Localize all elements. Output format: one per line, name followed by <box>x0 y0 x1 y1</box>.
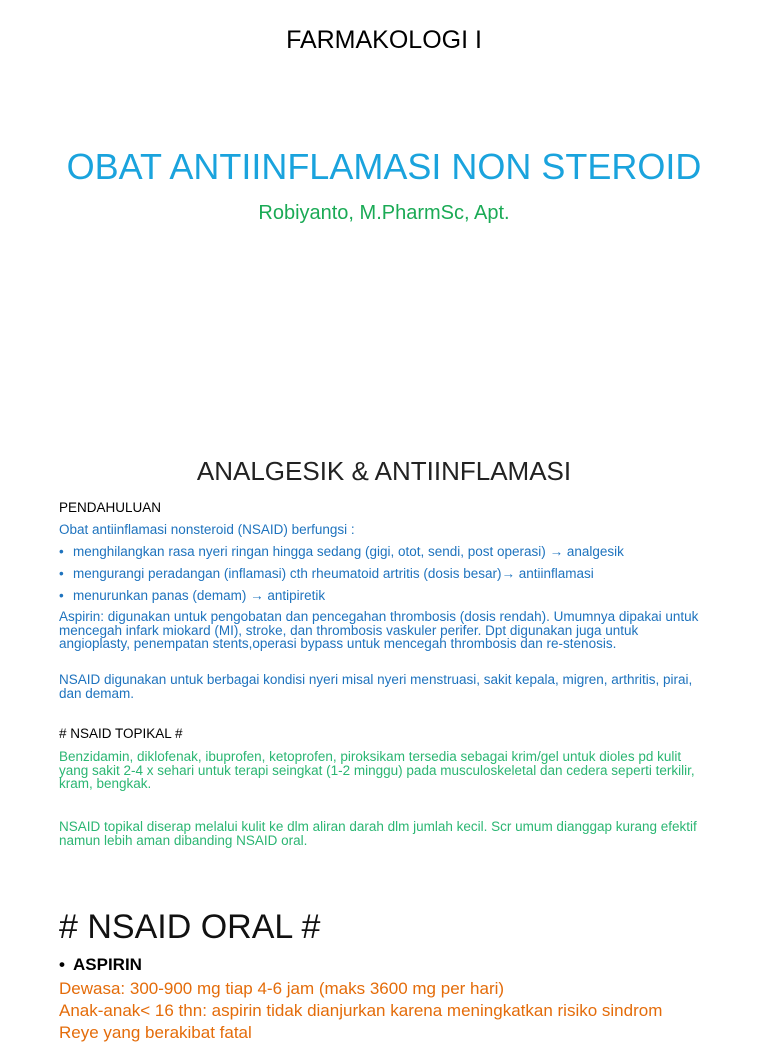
bullet-dot-icon: • <box>59 544 64 559</box>
bullet-text: mengurangi peradangan (inflamasi) cth rheumatoid artritis (dosis besar) <box>73 566 502 581</box>
bullet-result: antipiretik <box>267 588 326 603</box>
bullet-dot-icon: • <box>59 588 64 603</box>
topikal-heading: # NSAID TOPIKAL # <box>59 726 183 741</box>
nsaid-uses-paragraph: NSAID digunakan untuk berbagai kondisi nyeri misal nyeri menstruasi, sakit kepala, migren, arthritis, pirai, dan demam. <box>59 672 693 701</box>
right-arrow-icon: → <box>501 566 515 581</box>
bullet-result: antiinflamasi <box>518 566 594 581</box>
aspirin-bullet <box>59 955 142 975</box>
author-name: Robiyanto, M.PharmSc, Apt. <box>258 202 510 224</box>
aspirin-paragraph: Aspirin: digunakan untuk pengobatan dan pencegahan thrombosis (dosis rendah). Umumnya dipakai untuk mencegah infark miokard (MI), stroke, dan thrombosis vaskuler perifer. Dpt digunakan juga untuk angioplasty, penempatan stents,operasi bypass untuk mencegah thrombosis dan re-stenosis. <box>59 609 699 652</box>
dose-adult: Dewasa: 300-900 mg tiap 4-6 jam (maks 3600 mg per hari) <box>59 979 505 998</box>
bullet-text: menurunkan panas (demam) <box>73 588 247 603</box>
topikal-paragraph: Benzidamin, diklofenak, ibuprofen, ketoprofen, piroksikam tersedia sebagai krim/gel untuk dioles pd kulit yang sakit 2-4 x sehari untuk terapi seingkat (1-2 minggu) pada musculoskeletal dan cedera seperti terkilir, kram, bengkak. <box>59 749 695 792</box>
intro-heading: PENDAHULUAN <box>59 500 162 515</box>
section-title: ANALGESIK & ANTIINFLAMASI <box>196 456 572 486</box>
function-bullet <box>59 567 594 581</box>
main-title: OBAT ANTIINFLAMASI NON STEROID <box>66 146 702 187</box>
oral-heading: # NSAID ORAL # <box>59 908 321 946</box>
right-arrow-icon: → <box>250 588 264 603</box>
bullet-text: menghilangkan rasa nyeri ringan hingga sedang (gigi, otot, sendi, post operasi) <box>73 544 546 559</box>
bullet-dot-icon: • <box>59 566 64 581</box>
dose-child-continued: Reye yang berakibat fatal <box>59 1023 252 1042</box>
bullet-dot-icon: • <box>59 955 65 974</box>
function-bullet <box>59 545 624 559</box>
dose-child: Anak-anak< 16 thn: aspirin tidak dianjurkan karena meningkatkan risiko sindrom <box>59 1001 663 1020</box>
function-bullet <box>59 589 325 603</box>
aspirin-label: ASPIRIN <box>73 955 142 974</box>
bullet-result: analgesik <box>566 544 624 559</box>
topikal-absorption-paragraph: NSAID topikal diserap melalui kulit ke dlm aliran darah dlm jumlah kecil. Scr umum dianggap kurang efektif namun lebih aman dibanding NSAID oral. <box>59 819 697 848</box>
right-arrow-icon: → <box>549 544 564 559</box>
course-title: FARMAKOLOGI I <box>286 26 482 54</box>
intro-lead: Obat antiinflamasi nonsteroid (NSAID) berfungsi : <box>59 522 355 537</box>
